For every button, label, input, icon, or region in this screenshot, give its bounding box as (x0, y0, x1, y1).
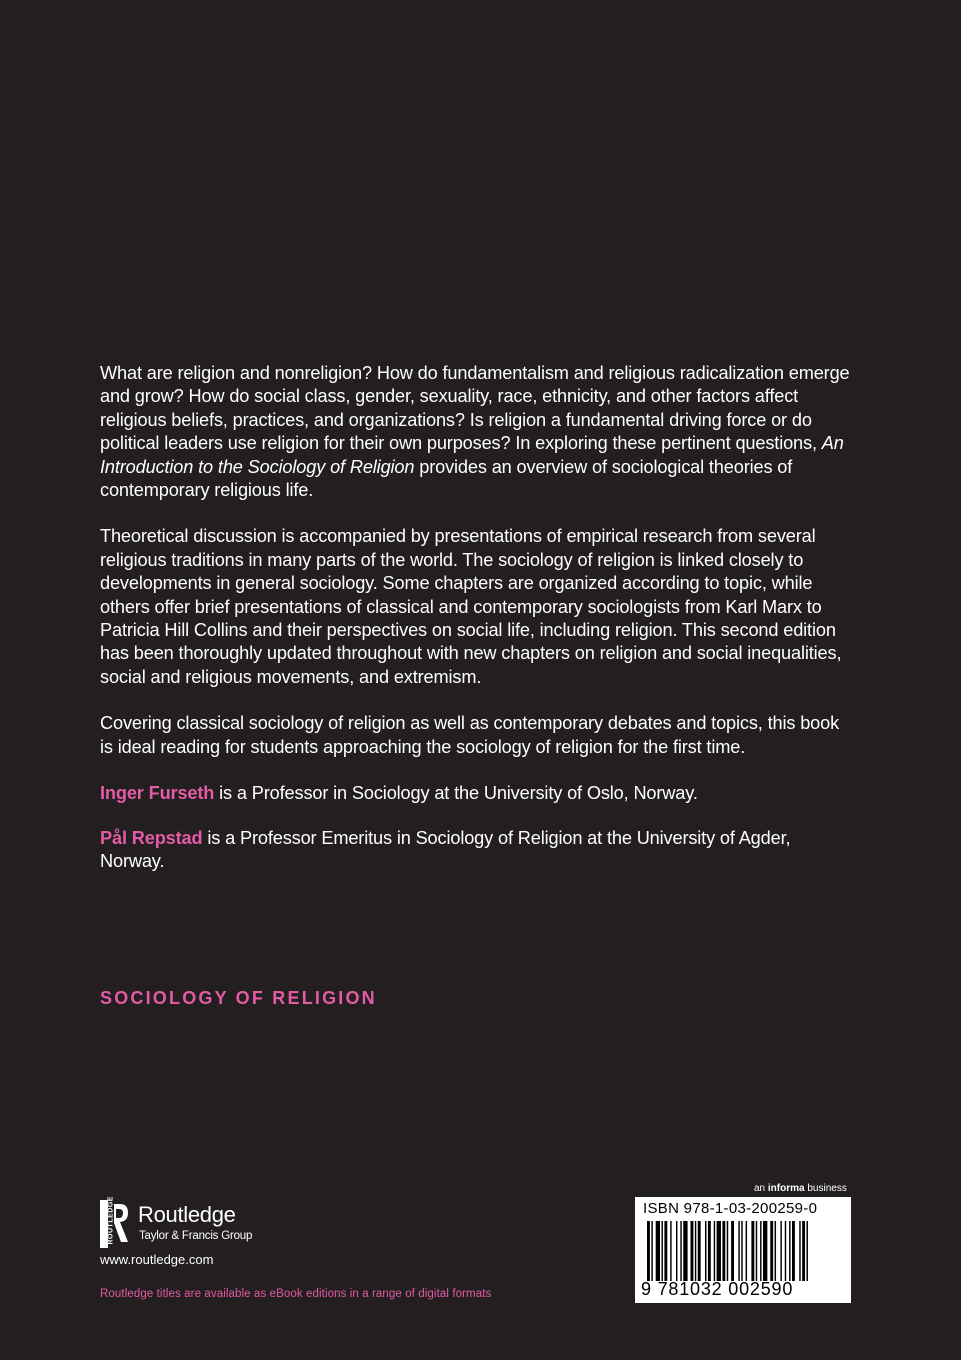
description-paragraph-3: Covering classical sociology of religion as well as contemporary debates and topics, this book is ideal reading for students approaching the sociology of religion for the first time. (100, 713, 840, 757)
ebook-note: Routledge titles are available as eBook editions in a range of digital formats (100, 1288, 492, 1300)
publisher-group: Taylor & Francis Group (139, 1230, 253, 1242)
publisher-name: Routledge (138, 1202, 236, 1227)
author-bio-2 (100, 827, 850, 874)
author-name: Pål Repstad (100, 827, 203, 848)
description-text: provides an overview of sociological theories of contemporary religious life. (100, 456, 793, 501)
informa-prefix: an (754, 1183, 768, 1194)
description-paragraph-1 (100, 362, 850, 502)
isbn-text: ISBN 978-1-03-200259-0 (643, 1200, 818, 1217)
informa-brand: informa (767, 1183, 805, 1194)
author-bio-text: is a Professor in Sociology at the University of Oslo, Norway. (214, 783, 698, 804)
logo-vertical-text: ROUTLEDGE (107, 1196, 115, 1245)
barcode-digits: 9 781032 002590 (641, 1279, 794, 1299)
author-bio-1 (100, 782, 850, 805)
barcode-bars (645, 1221, 835, 1281)
publisher-logo (100, 1196, 360, 1248)
author-bio-text: is a Professor Emeritus in Sociology of Religion at the University of Agder, Norway. (100, 827, 791, 871)
book-title: An Introduction to the Sociology of Religion (100, 433, 844, 477)
description-text: What are religion and nonreligion? How do fundamentalism and religious radicalization emerge and grow? How do social class, gender, sexuality, race, ethnicity, and other factors affect religious beliefs, practices, and organizations? Is religion a fundamental driving force or do political leaders use religion for their own purposes? In exploring these pertinent questions, (100, 363, 850, 454)
author-name: Inger Furseth (100, 783, 215, 804)
series-title: SOCIOLOGY OF RELIGION (100, 988, 377, 1008)
informa-tagline (754, 1183, 847, 1194)
barcode (635, 1197, 851, 1303)
blurb (100, 362, 850, 894)
publisher-website[interactable]: www.routledge.com (100, 1252, 214, 1267)
description-paragraph-2: Theoretical discussion is accompanied by presentations of empirical research from several religious traditions in many parts of the world. The sociology of religion is linked closely to developments in general sociology. Some chapters are organized according to topic, while others offer brief presentations of classical and contemporary sociologists from Karl Marx to Patricia Hill Collins and their perspectives on social life, including religion. This second edition has been thoroughly updated throughout with new chapters on religion and social inequalities, social and religious movements, and extremism. (100, 526, 842, 687)
informa-suffix: business (804, 1183, 847, 1194)
routledge-logo-icon (100, 1200, 130, 1248)
